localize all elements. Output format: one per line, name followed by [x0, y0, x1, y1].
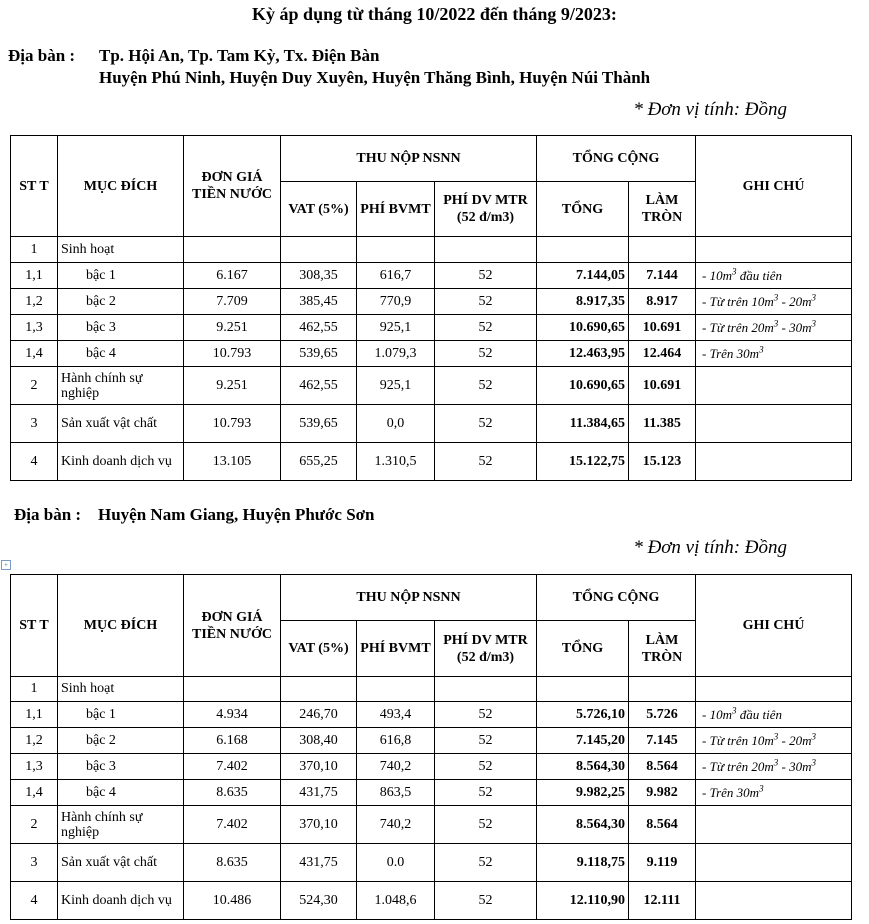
- cell-price: 13.105: [184, 443, 281, 481]
- cell-rounded: 7.145: [629, 728, 696, 754]
- cell-note: - Từ trên $20m^3 - 30m^3$: [696, 315, 852, 341]
- cell-total: 15.122,75: [537, 443, 629, 481]
- cell-service-fee: 52: [435, 341, 537, 367]
- cell-note: [696, 405, 852, 443]
- cell-total: 12.110,90: [537, 882, 629, 920]
- table-row: [11, 405, 852, 443]
- cell-stt: 1: [11, 237, 58, 263]
- cell-env-fee: [357, 677, 435, 702]
- cell-total: 8.917,35: [537, 289, 629, 315]
- header-total-group: TỔNG CỘNG: [537, 136, 696, 182]
- cell-purpose: Kinh doanh dịch vụ: [58, 443, 184, 481]
- cell-price: 7.402: [184, 806, 281, 844]
- header-budget: THU NỘP NSNN: [281, 575, 537, 621]
- cell-purpose: bậc 2: [58, 289, 184, 315]
- cell-env-fee: 740,2: [357, 754, 435, 780]
- cell-stt: 1,4: [11, 341, 58, 367]
- cell-purpose: bậc 3: [58, 754, 184, 780]
- header-unit-price: ĐƠN GIÁ TIỀN NƯỚC: [184, 575, 281, 677]
- cell-env-fee: 1.048,6: [357, 882, 435, 920]
- table-row: [11, 882, 852, 920]
- cell-stt: 3: [11, 405, 58, 443]
- cell-note: [696, 443, 852, 481]
- cell-purpose: Sinh hoạt: [58, 677, 184, 702]
- cell-note: [696, 237, 852, 263]
- table-row: [11, 728, 852, 754]
- cell-service-fee: 52: [435, 882, 537, 920]
- cell-rounded: 10.691: [629, 367, 696, 405]
- cell-vat: [281, 237, 357, 263]
- area-line-2: Huyện Nam Giang, Huyện Phước Sơn: [98, 505, 375, 524]
- water-price-table-1: [10, 135, 852, 481]
- cell-vat: 246,70: [281, 702, 357, 728]
- cell-total: 10.690,65: [537, 367, 629, 405]
- unit-note-1: * Đơn vị tính: Đồng: [633, 99, 787, 120]
- cell-total: [537, 237, 629, 263]
- cell-total: 8.564,30: [537, 806, 629, 844]
- cell-stt: 1,2: [11, 728, 58, 754]
- cell-vat: 370,10: [281, 754, 357, 780]
- cell-env-fee: 770,9: [357, 289, 435, 315]
- cell-total: 7.144,05: [537, 263, 629, 289]
- cell-note: [696, 367, 852, 405]
- cell-note: - Từ trên $20m^3 - 30m^3$: [696, 754, 852, 780]
- cell-stt: 1: [11, 677, 58, 702]
- cell-rounded: 10.691: [629, 315, 696, 341]
- cell-purpose: bậc 3: [58, 315, 184, 341]
- header-total-group: TỔNG CỘNG: [537, 575, 696, 621]
- cell-purpose: bậc 1: [58, 263, 184, 289]
- cell-service-fee: [435, 237, 537, 263]
- cell-env-fee: 925,1: [357, 367, 435, 405]
- header-note: GHI CHÚ: [696, 575, 852, 677]
- cell-purpose: Sản xuất vật chất: [58, 844, 184, 882]
- header-service-fee: PHÍ DV MTR (52 đ/m3): [435, 182, 537, 237]
- cell-note: - Trên $30m^3$: [696, 341, 852, 367]
- cell-price: 10.486: [184, 882, 281, 920]
- cell-stt: 4: [11, 443, 58, 481]
- cell-rounded: 8.917: [629, 289, 696, 315]
- cell-total: 7.145,20: [537, 728, 629, 754]
- table-row: [11, 367, 852, 405]
- cell-rounded: 12.111: [629, 882, 696, 920]
- cell-total: 12.463,95: [537, 341, 629, 367]
- cell-env-fee: 863,5: [357, 780, 435, 806]
- cell-vat: 462,55: [281, 315, 357, 341]
- cell-stt: 1,4: [11, 780, 58, 806]
- cell-price: [184, 677, 281, 702]
- cell-env-fee: 616,7: [357, 263, 435, 289]
- cell-note: - Từ trên $10m^3 - 20m^3$: [696, 728, 852, 754]
- cell-note: - Từ trên $10m^3 - 20m^3$: [696, 289, 852, 315]
- cell-stt: 1,3: [11, 315, 58, 341]
- cell-rounded: 7.144: [629, 263, 696, 289]
- cell-service-fee: 52: [435, 806, 537, 844]
- header-purpose: MỤC ĐÍCH: [58, 575, 184, 677]
- table-move-handle-icon[interactable]: +: [1, 560, 11, 570]
- cell-service-fee: 52: [435, 844, 537, 882]
- cell-vat: 539,65: [281, 341, 357, 367]
- cell-purpose: bậc 4: [58, 341, 184, 367]
- cell-service-fee: 52: [435, 754, 537, 780]
- header-env-fee: PHÍ BVMT: [357, 621, 435, 677]
- cell-service-fee: 52: [435, 315, 537, 341]
- cell-total: 8.564,30: [537, 754, 629, 780]
- cell-purpose: bậc 4: [58, 780, 184, 806]
- area-line-1a: Tp. Hội An, Tp. Tam Kỳ, Tx. Điện Bàn: [99, 46, 380, 65]
- cell-env-fee: 0.0: [357, 844, 435, 882]
- cell-vat: 431,75: [281, 844, 357, 882]
- header-total: TỔNG: [537, 182, 629, 237]
- area-label-1: Địa bàn :: [8, 46, 76, 65]
- cell-stt: 2: [11, 806, 58, 844]
- cell-price: 10.793: [184, 405, 281, 443]
- header-stt: ST T: [11, 136, 58, 237]
- cell-purpose: Hành chính sự nghiệp: [58, 367, 184, 405]
- page-heading: Kỳ áp dụng từ tháng 10/2022 đến tháng 9/2023:: [252, 4, 617, 24]
- cell-service-fee: 52: [435, 289, 537, 315]
- header-vat: VAT (5%): [281, 182, 357, 237]
- cell-vat: 524,30: [281, 882, 357, 920]
- cell-service-fee: 52: [435, 405, 537, 443]
- cell-vat: [281, 677, 357, 702]
- cell-price: 7.709: [184, 289, 281, 315]
- header-rounded: LÀM TRÒN: [629, 182, 696, 237]
- table-row: [11, 341, 852, 367]
- cell-env-fee: 1.079,3: [357, 341, 435, 367]
- cell-note: - Trên $30m^3$: [696, 780, 852, 806]
- cell-service-fee: 52: [435, 780, 537, 806]
- header-unit-price: ĐƠN GIÁ TIỀN NƯỚC: [184, 136, 281, 237]
- cell-note: - $10m^3$ đầu tiên: [696, 263, 852, 289]
- cell-env-fee: 1.310,5: [357, 443, 435, 481]
- cell-price: 8.635: [184, 844, 281, 882]
- cell-service-fee: 52: [435, 728, 537, 754]
- header-note: GHI CHÚ: [696, 136, 852, 237]
- cell-price: 8.635: [184, 780, 281, 806]
- cell-vat: 539,65: [281, 405, 357, 443]
- cell-vat: 385,45: [281, 289, 357, 315]
- cell-service-fee: 52: [435, 263, 537, 289]
- cell-rounded: 12.464: [629, 341, 696, 367]
- cell-note: [696, 844, 852, 882]
- table-row: [11, 844, 852, 882]
- cell-service-fee: [435, 677, 537, 702]
- cell-stt: 1,1: [11, 702, 58, 728]
- cell-rounded: 8.564: [629, 806, 696, 844]
- cell-env-fee: 616,8: [357, 728, 435, 754]
- cell-service-fee: 52: [435, 443, 537, 481]
- cell-vat: 462,55: [281, 367, 357, 405]
- table-row: [11, 263, 852, 289]
- cell-total: 11.384,65: [537, 405, 629, 443]
- cell-rounded: 9.119: [629, 844, 696, 882]
- cell-price: 6.168: [184, 728, 281, 754]
- cell-env-fee: 925,1: [357, 315, 435, 341]
- cell-purpose: bậc 2: [58, 728, 184, 754]
- cell-stt: 1,1: [11, 263, 58, 289]
- cell-purpose: bậc 1: [58, 702, 184, 728]
- cell-rounded: [629, 677, 696, 702]
- cell-note: [696, 882, 852, 920]
- cell-price: 10.793: [184, 341, 281, 367]
- table-row: [11, 677, 852, 702]
- cell-vat: 308,40: [281, 728, 357, 754]
- cell-purpose: Kinh doanh dịch vụ: [58, 882, 184, 920]
- cell-service-fee: 52: [435, 702, 537, 728]
- cell-vat: 431,75: [281, 780, 357, 806]
- cell-env-fee: 0,0: [357, 405, 435, 443]
- cell-env-fee: [357, 237, 435, 263]
- cell-rounded: [629, 237, 696, 263]
- cell-total: 5.726,10: [537, 702, 629, 728]
- header-rounded: LÀM TRÒN: [629, 621, 696, 677]
- cell-total: 9.982,25: [537, 780, 629, 806]
- cell-total: 9.118,75: [537, 844, 629, 882]
- cell-env-fee: 493,4: [357, 702, 435, 728]
- cell-price: 9.251: [184, 367, 281, 405]
- header-budget: THU NỘP NSNN: [281, 136, 537, 182]
- cell-price: 6.167: [184, 263, 281, 289]
- cell-rounded: 5.726: [629, 702, 696, 728]
- header-vat: VAT (5%): [281, 621, 357, 677]
- cell-rounded: 9.982: [629, 780, 696, 806]
- area-line-1b: Huyện Phú Ninh, Huyện Duy Xuyên, Huyện Thăng Bình, Huyện Núi Thành: [99, 68, 651, 87]
- cell-price: 9.251: [184, 315, 281, 341]
- cell-vat: 655,25: [281, 443, 357, 481]
- table-row: [11, 754, 852, 780]
- cell-total: [537, 677, 629, 702]
- cell-purpose: Sinh hoạt: [58, 237, 184, 263]
- cell-rounded: 8.564: [629, 754, 696, 780]
- cell-price: 7.402: [184, 754, 281, 780]
- table-row: [11, 237, 852, 263]
- cell-service-fee: 52: [435, 367, 537, 405]
- cell-stt: 1,3: [11, 754, 58, 780]
- unit-note-2: * Đơn vị tính: Đồng: [633, 537, 787, 558]
- cell-env-fee: 740,2: [357, 806, 435, 844]
- cell-stt: 4: [11, 882, 58, 920]
- header-total: TỔNG: [537, 621, 629, 677]
- cell-vat: 370,10: [281, 806, 357, 844]
- cell-purpose: Sản xuất vật chất: [58, 405, 184, 443]
- cell-stt: 3: [11, 844, 58, 882]
- table-row: [11, 315, 852, 341]
- cell-note: [696, 677, 852, 702]
- header-stt: ST T: [11, 575, 58, 677]
- cell-rounded: 15.123: [629, 443, 696, 481]
- cell-purpose: Hành chính sự nghiệp: [58, 806, 184, 844]
- cell-price: [184, 237, 281, 263]
- cell-note: - $10m^3$ đầu tiên: [696, 702, 852, 728]
- area-label-2: Địa bàn :: [14, 505, 82, 524]
- cell-total: 10.690,65: [537, 315, 629, 341]
- water-price-table-2: [10, 574, 852, 920]
- header-env-fee: PHÍ BVMT: [357, 182, 435, 237]
- table-row: [11, 443, 852, 481]
- table-row: [11, 806, 852, 844]
- header-purpose: MỤC ĐÍCH: [58, 136, 184, 237]
- table-row: [11, 780, 852, 806]
- cell-price: 4.934: [184, 702, 281, 728]
- cell-rounded: 11.385: [629, 405, 696, 443]
- table-row: [11, 702, 852, 728]
- cell-stt: 2: [11, 367, 58, 405]
- header-service-fee: PHÍ DV MTR (52 đ/m3): [435, 621, 537, 677]
- cell-note: [696, 806, 852, 844]
- cell-stt: 1,2: [11, 289, 58, 315]
- cell-vat: 308,35: [281, 263, 357, 289]
- table-row: [11, 289, 852, 315]
